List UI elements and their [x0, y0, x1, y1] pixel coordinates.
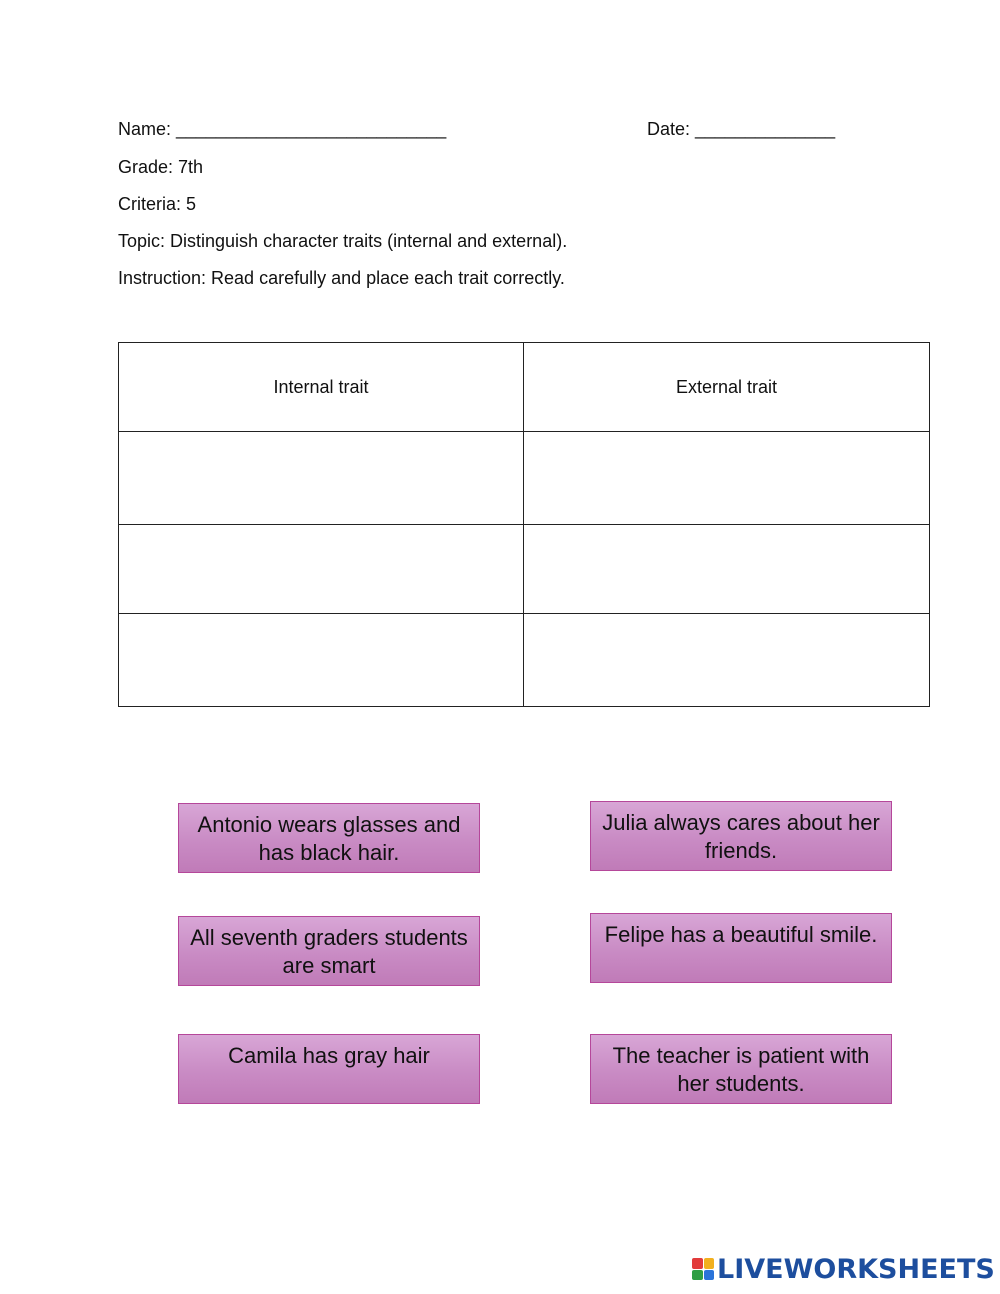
instruction-line: Instruction: Read carefully and place each trait correctly. [118, 268, 565, 288]
grade-line: Grade: 7th [118, 157, 204, 177]
table-row [119, 525, 930, 614]
internal-drop-zone[interactable] [119, 525, 524, 614]
table-header-row [119, 343, 930, 432]
criteria-line: Criteria: 5 [118, 194, 197, 214]
internal-trait-header: Internal trait [119, 343, 524, 432]
draggable-trait-card[interactable]: Felipe has a beautiful smile. [590, 913, 892, 983]
external-drop-zone[interactable] [524, 525, 930, 614]
draggable-trait-card[interactable]: Julia always cares about her friends. [590, 801, 892, 871]
internal-drop-zone[interactable] [119, 614, 524, 707]
topic-line: Topic: Distinguish character traits (internal and external). [118, 231, 568, 251]
draggable-trait-card[interactable]: All seventh graders students are smart [178, 916, 480, 986]
external-trait-header: External trait [524, 343, 930, 432]
internal-drop-zone[interactable] [119, 432, 524, 525]
liveworksheets-logo-icon [692, 1258, 714, 1280]
external-drop-zone[interactable] [524, 432, 930, 525]
draggable-trait-card[interactable]: Antonio wears glasses and has black hair. [178, 803, 480, 873]
table-row [119, 614, 930, 707]
external-drop-zone[interactable] [524, 614, 930, 707]
liveworksheets-logo [692, 1252, 995, 1286]
draggable-trait-card[interactable]: The teacher is patient with her students. [590, 1034, 892, 1104]
draggable-trait-card[interactable]: Camila has gray hair [178, 1034, 480, 1104]
traits-table [118, 342, 930, 707]
name-field-line: Name: ___________________________ [118, 119, 447, 139]
table-row [119, 432, 930, 525]
logo-text: LIVEWORKSHEETS [717, 1253, 995, 1285]
date-field-line: Date: ______________ [647, 119, 836, 139]
